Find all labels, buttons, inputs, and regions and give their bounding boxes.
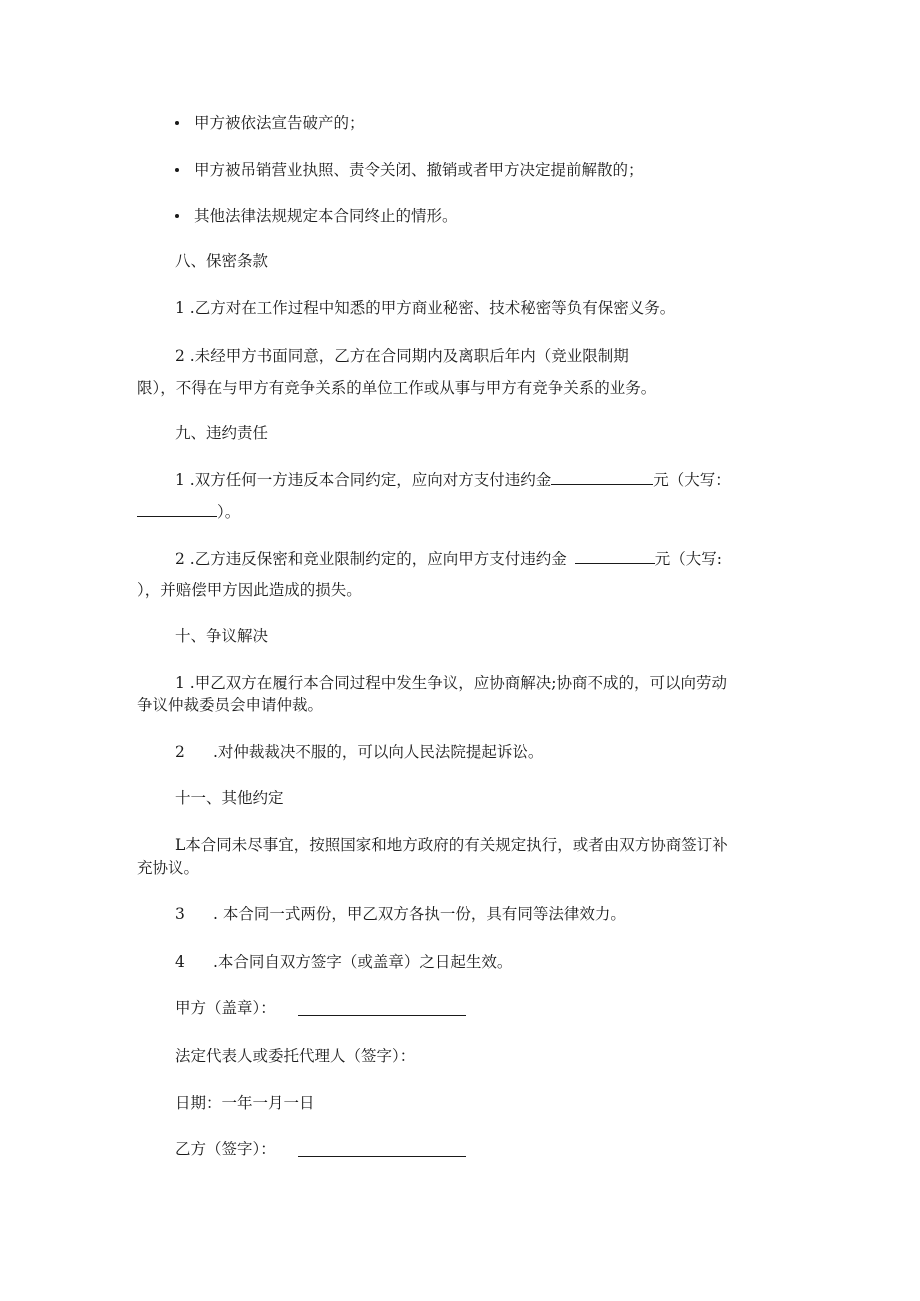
bullet-item: 甲方被吊销营业执照、责令关闭、撤销或者甲方决定提前解散的； [194,161,644,179]
clause-segment: ）。 [217,503,241,521]
clause-text [175,469,731,491]
party-a-seal-line [298,1014,466,1016]
clause-segment: 元（大写： [653,471,731,489]
clause-text: 争议仲裁委员会申请仲裁。 [137,696,324,714]
clause-text [137,501,240,523]
clause-text: . 本合同一式两份，甲乙双方各执一份，具有同等法律效力。 [213,905,626,923]
fill-blank [551,470,653,485]
clause-text: 充协议。 [137,859,200,877]
section-heading-other: 十一、其他约定 [175,789,284,807]
party-a-seal-label: 甲方（盖章）： [175,999,276,1017]
clause-text: 1 .乙方对在工作过程中知悉的甲方商业秘密、技术秘密等负有保密义务。 [175,299,676,317]
fill-blank [575,549,655,564]
clause-segment: 1 .双方任何一方违反本合同约定，应向对方支付违约金 [175,471,552,489]
clause-text [175,548,722,570]
clause-segment: 2 .乙方违反保密和竞业限制约定的，应向甲方支付违约金 [175,550,567,568]
section-heading-dispute: 十、争议解决 [175,627,269,645]
date-label: 日期：一年一月一日 [175,1094,315,1112]
clause-text: ），并赔偿甲方因此造成的损失。 [137,581,362,599]
section-heading-confidentiality: 八、保密条款 [175,252,269,270]
clause-text: 2 .未经甲方书面同意，乙方在合同期内及离职后年内（竞业限制期 [175,347,629,365]
clause-text: .对仲裁裁决不服的，可以向人民法院提起诉讼。 [213,743,544,761]
clause-number: 2 [175,743,185,761]
clause-text: 限），不得在与甲方有竞争关系的单位工作或从事与甲方有竞争关系的业务。 [137,379,657,397]
clause-text: 1 .甲乙双方在履行本合同过程中发生争议，应协商解决;协商不成的，可以向劳动 [175,674,727,692]
bullet-item: 甲方被依法宣告破产的； [194,114,365,132]
clause-number: 4 [175,953,185,971]
bullet-dot [175,214,179,218]
clause-text: L本合同未尽事宜，按照国家和地方政府的有关规定执行，或者由双方协商签订补 [175,836,728,854]
party-b-signature-line [298,1155,466,1157]
clause-text: .本合同自双方签字（或盖章）之日起生效。 [213,953,513,971]
fill-blank [137,502,217,517]
bullet-dot [175,168,179,172]
section-heading-liability: 九、违约责任 [175,424,269,442]
clause-segment: 元（大写: [654,550,722,568]
party-b-signature-label: 乙方（签字）： [175,1140,276,1158]
representative-signature-label: 法定代表人或委托代理人（签字）： [175,1047,416,1065]
clause-number: 3 [175,905,185,923]
bullet-item: 其他法律法规规定本合同终止的情形。 [194,207,458,225]
bullet-dot [175,121,179,125]
